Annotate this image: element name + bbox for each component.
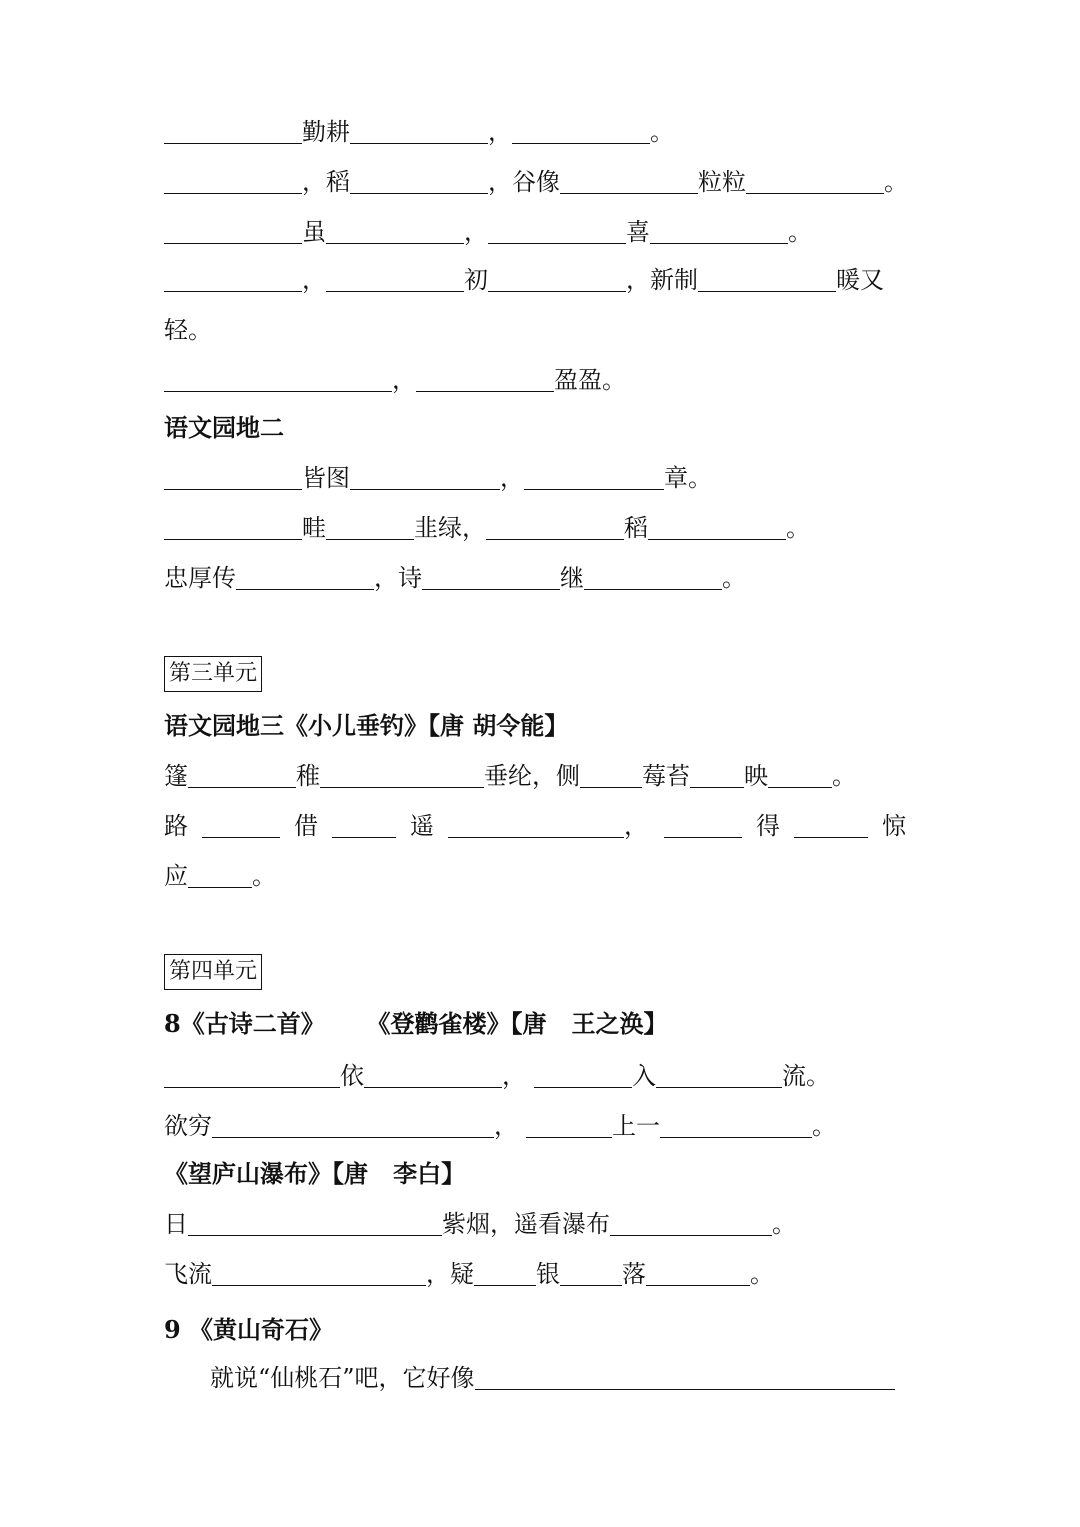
section-heading-lesson-8: 8《古诗二首》 《登鹳雀楼》【唐 王之涣】 — [164, 1009, 668, 1038]
verse-line-7 — [164, 458, 712, 498]
verse-text: 飞流 — [164, 1260, 212, 1288]
verse-text: 粒粒 — [698, 168, 746, 196]
verse-text: 稻 — [624, 514, 648, 542]
answer-blank[interactable] — [560, 165, 698, 194]
answer-blank[interactable] — [746, 165, 884, 194]
verse-text: ，稻 — [302, 168, 350, 196]
verse-line-4 — [164, 260, 884, 300]
verse-text: 。 — [772, 1210, 796, 1238]
verse-text: 盈盈。 — [554, 366, 626, 394]
verse-text: 遥 — [410, 812, 434, 840]
answer-blank[interactable] — [326, 263, 464, 292]
answer-blank[interactable] — [794, 809, 868, 838]
verse-text: 入 — [632, 1062, 656, 1090]
answer-blank[interactable] — [164, 215, 302, 244]
answer-blank[interactable] — [188, 859, 252, 888]
verse-text: ，诗 — [374, 564, 422, 592]
verse-text: 畦 — [302, 514, 326, 542]
verse-text: ，新制 — [626, 266, 698, 294]
answer-blank[interactable] — [350, 461, 500, 490]
verse-text: 映 — [744, 762, 768, 790]
verse-text: 流。 — [782, 1062, 830, 1090]
answer-blank[interactable] — [646, 1257, 750, 1286]
section-heading-garden-3: 语文园地三《小儿垂钓》【唐 胡令能】 — [164, 711, 569, 740]
verse-text: 。 — [650, 118, 674, 146]
verse-text: 。 — [812, 1112, 836, 1140]
verse-text: 。 — [750, 1260, 774, 1288]
verse-text: 银 — [536, 1260, 560, 1288]
verse-text: 暖又 — [836, 266, 884, 294]
verse-text: 章。 — [664, 464, 712, 492]
verse-line-8 — [164, 508, 810, 548]
verse-text: 轻。 — [164, 316, 212, 344]
answer-blank[interactable] — [164, 363, 392, 392]
answer-blank[interactable] — [350, 165, 488, 194]
answer-blank[interactable] — [350, 115, 488, 144]
verse-line-6 — [164, 360, 626, 400]
verse-text: 喜 — [626, 218, 650, 246]
verse-text: ， — [392, 366, 416, 394]
answer-blank[interactable] — [332, 809, 396, 838]
verse-text: ， — [500, 464, 524, 492]
verse-text: 韭绿， — [414, 514, 486, 542]
verse-line-16 — [164, 1254, 774, 1294]
verse-text: ，谷像 — [488, 168, 560, 196]
verse-text: 欲穷 — [164, 1112, 212, 1140]
verse-text: 路 — [164, 812, 188, 840]
verse-text: 。 — [788, 218, 812, 246]
verse-line-1 — [164, 112, 674, 152]
verse-text: 。 — [252, 862, 276, 890]
verse-text: 忠厚传 — [164, 564, 236, 592]
verse-line-5 — [164, 310, 212, 350]
answer-blank[interactable] — [560, 1257, 622, 1286]
verse-text: 继 — [560, 564, 584, 592]
verse-text: 勤耕 — [302, 118, 350, 146]
verse-line-10 — [164, 756, 856, 796]
verse-text: 。 — [884, 168, 908, 196]
answer-blank[interactable] — [364, 1059, 502, 1088]
verse-line-9 — [164, 558, 746, 598]
answer-blank[interactable] — [524, 461, 664, 490]
verse-text: 。 — [832, 762, 856, 790]
answer-blank[interactable] — [164, 263, 302, 292]
verse-text: ， — [502, 1062, 526, 1090]
verse-text: 依 — [340, 1062, 364, 1090]
verse-text: 垂纶，侧 — [484, 762, 580, 790]
answer-blank[interactable] — [534, 1059, 632, 1088]
verse-line-13 — [164, 1056, 830, 1096]
answer-blank[interactable] — [164, 511, 302, 540]
answer-blank[interactable] — [326, 511, 414, 540]
verse-text: 应 — [164, 862, 188, 890]
answer-blank[interactable] — [660, 1109, 812, 1138]
answer-blank[interactable] — [320, 759, 484, 788]
answer-blank[interactable] — [526, 1109, 612, 1138]
verse-line-3 — [164, 212, 812, 252]
answer-blank[interactable] — [188, 759, 296, 788]
answer-blank[interactable] — [475, 1361, 895, 1390]
verse-text: 稚 — [296, 762, 320, 790]
answer-blank[interactable] — [422, 561, 560, 590]
answer-blank[interactable] — [326, 215, 464, 244]
verse-line-14 — [164, 1106, 836, 1146]
answer-blank[interactable] — [488, 263, 626, 292]
verse-line-15 — [164, 1204, 796, 1244]
verse-text: 惊 — [882, 812, 906, 840]
verse-line-11 — [164, 806, 906, 846]
answer-blank[interactable] — [416, 363, 554, 392]
answer-blank[interactable] — [664, 809, 742, 838]
section-heading-garden-2: 语文园地二 — [164, 413, 284, 442]
answer-blank[interactable] — [212, 1257, 426, 1286]
verse-text: 紫烟，遥看瀑布 — [442, 1210, 610, 1238]
section-heading-lesson-9: 9 《黄山奇石》 — [164, 1315, 334, 1344]
answer-blank[interactable] — [164, 461, 302, 490]
verse-text: 。 — [722, 564, 746, 592]
answer-blank[interactable] — [512, 115, 650, 144]
answer-blank[interactable] — [580, 759, 642, 788]
verse-line-2 — [164, 162, 908, 202]
answer-blank[interactable] — [164, 165, 302, 194]
answer-blank[interactable] — [648, 511, 786, 540]
answer-blank[interactable] — [188, 1207, 442, 1236]
verse-text: ， — [624, 812, 648, 840]
verse-line-17 — [210, 1358, 895, 1398]
answer-blank[interactable] — [650, 215, 788, 244]
verse-text: 篷 — [164, 762, 188, 790]
section-heading-lushan: 《望庐山瀑布》【唐 李白】 — [164, 1159, 466, 1188]
answer-blank[interactable] — [690, 759, 744, 788]
verse-text: ， — [302, 266, 326, 294]
answer-blank[interactable] — [486, 511, 624, 540]
verse-text: 莓苔 — [642, 762, 690, 790]
answer-blank[interactable] — [488, 215, 626, 244]
unit-label-4: 第四单元 — [164, 954, 262, 990]
verse-text: ， — [464, 218, 488, 246]
answer-blank[interactable] — [584, 561, 722, 590]
unit-label-3: 第三单元 — [164, 656, 262, 692]
verse-text: 落 — [622, 1260, 646, 1288]
verse-text: 。 — [786, 514, 810, 542]
verse-text: 初 — [464, 266, 488, 294]
verse-text: 借 — [294, 812, 318, 840]
verse-text: 日 — [164, 1210, 188, 1238]
answer-blank[interactable] — [610, 1207, 772, 1236]
answer-blank[interactable] — [164, 1059, 340, 1088]
answer-blank[interactable] — [202, 809, 280, 838]
answer-blank[interactable] — [474, 1257, 536, 1286]
verse-text: 上一 — [612, 1112, 660, 1140]
verse-text: 得 — [756, 812, 780, 840]
answer-blank[interactable] — [656, 1059, 782, 1088]
verse-text: ， — [488, 118, 512, 146]
answer-blank[interactable] — [212, 1109, 494, 1138]
verse-text: 皆图 — [302, 464, 350, 492]
answer-blank[interactable] — [768, 759, 832, 788]
answer-blank[interactable] — [236, 561, 374, 590]
answer-blank[interactable] — [698, 263, 836, 292]
verse-line-12 — [164, 856, 276, 896]
answer-blank[interactable] — [164, 115, 302, 144]
verse-text: ， — [494, 1112, 518, 1140]
verse-text: ，疑 — [426, 1260, 474, 1288]
answer-blank[interactable] — [448, 809, 624, 838]
verse-text: 就说“仙桃石”吧，它好像 — [210, 1364, 475, 1392]
verse-text: 虽 — [302, 218, 326, 246]
